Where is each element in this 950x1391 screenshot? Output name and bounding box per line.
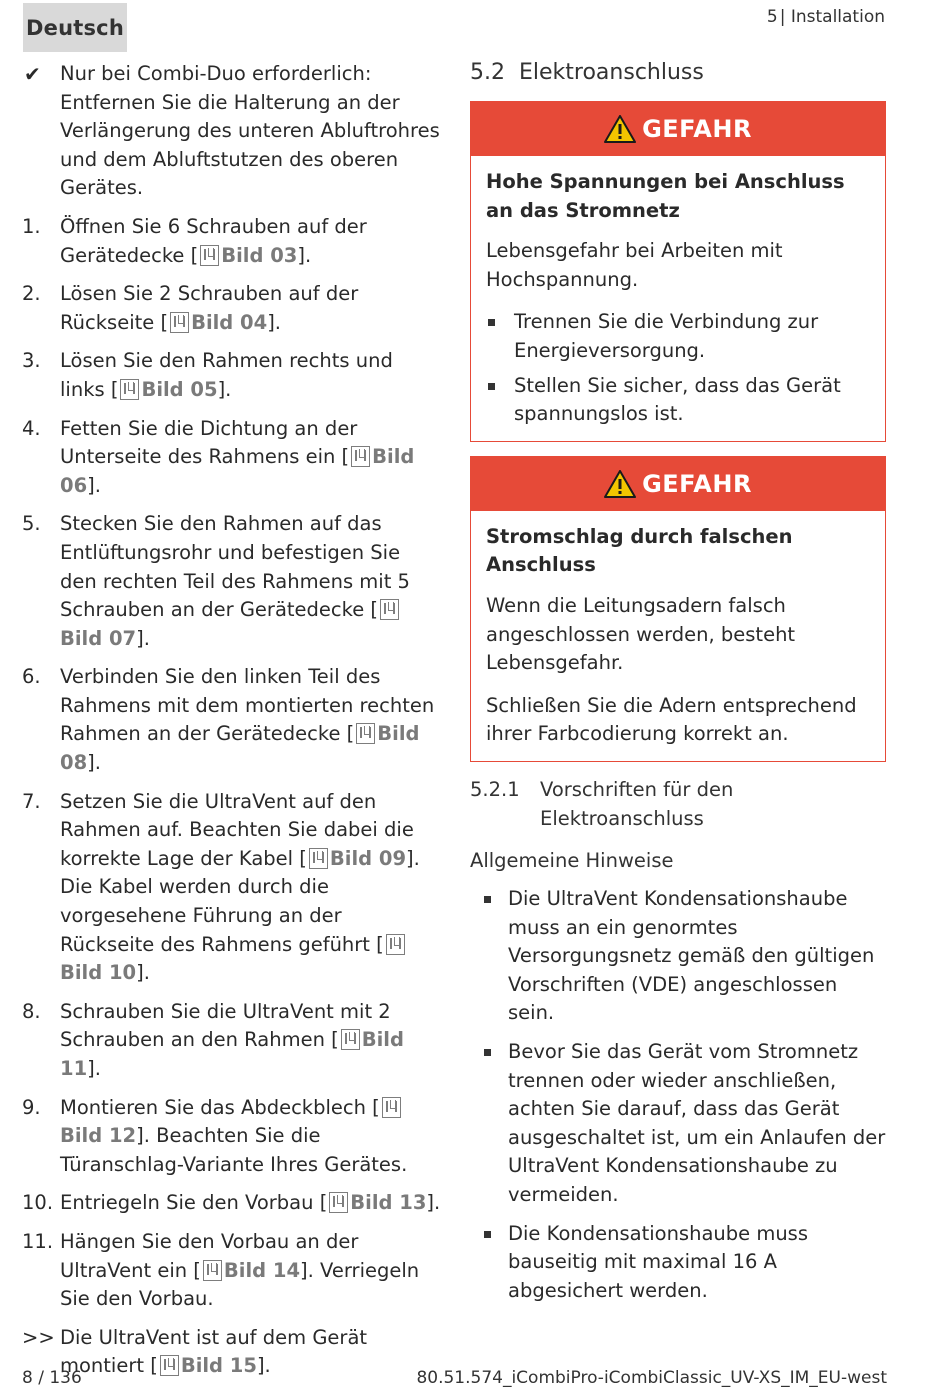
chapter-number: 5 xyxy=(766,7,778,27)
step-text: ]. xyxy=(87,1057,101,1080)
danger-band xyxy=(471,457,885,511)
figure-reference-link[interactable]: Bild 10 xyxy=(60,961,137,985)
result-item: >> Die UltraVent ist auf dem Gerät montiert [ Bild 15]. xyxy=(22,1325,368,1378)
electrical-column xyxy=(470,58,886,1315)
step-text: Setzen Sie die UltraVent auf den Rahmen auf. Beachten Sie dabei die korrekte Lage der Kabel [ xyxy=(60,789,414,870)
danger-text: Wenn die Leitungsadern falsch angeschlossen werden, besteht Lebensgefahr. xyxy=(486,593,796,675)
image-reference-icon xyxy=(200,245,219,266)
step-item xyxy=(22,1094,442,1180)
step-number: 1. xyxy=(22,214,41,238)
danger-text: Lebensgefahr bei Arbeiten mit Hochspannung. xyxy=(486,239,783,291)
general-heading: Allgemeine Hinweise xyxy=(470,849,674,873)
figure-reference-link[interactable]: Bild 15 xyxy=(180,1354,257,1378)
subsection-title: Vorschriften für den Elektroanschluss xyxy=(540,777,734,830)
step-text: ]. xyxy=(297,243,312,267)
page-number: 8 / 136 xyxy=(22,1368,82,1388)
step-number: 2. xyxy=(22,282,41,306)
step-item xyxy=(22,1189,442,1218)
step-text: ]. xyxy=(217,377,232,401)
figure-reference-link[interactable]: Bild 08 xyxy=(60,722,420,775)
step-text: Montieren Sie das Abdeckblech [ xyxy=(60,1095,380,1119)
image-reference-icon xyxy=(203,1260,222,1281)
step-text: ]. xyxy=(267,310,282,334)
result-marker: >> xyxy=(22,1325,55,1349)
running-header: 5 | Installation xyxy=(766,7,885,27)
danger-label: GEFAHR xyxy=(642,115,752,143)
step-number: 4. xyxy=(22,416,41,440)
step-number: 3. xyxy=(22,349,41,373)
figure-reference-link[interactable]: Bild 06 xyxy=(60,445,415,497)
general-bullet: Bevor Sie das Gerät vom Stromnetz trennen oder wieder anschließen, achten Sie darauf, dass das Gerät ausgeschaltet ist, um ein Anlaufen der UltraVent Kondensationshaube zu vermeiden. xyxy=(470,1038,886,1210)
danger-label: GEFAHR xyxy=(642,469,752,498)
subsection-heading xyxy=(470,776,886,833)
step-text: Verbinden Sie den linken Teil des Rahmens mit dem montierten rechten Rahmen an der Gerätedecke [ xyxy=(60,665,435,746)
step-number: 10. xyxy=(22,1191,54,1215)
step-text: Stecken Sie den Rahmen auf das Entlüftungsrohr und befestigen Sie den rechten Teil des Rahmens mit 5 Schrauben an der Gerätedecke [ xyxy=(60,512,410,622)
step-number: 6. xyxy=(22,665,41,689)
step-item xyxy=(22,998,442,1084)
bullet-square xyxy=(484,1231,491,1238)
step-text: Lösen Sie den Rahmen rechts und links [ xyxy=(60,349,393,401)
danger-title: Hohe Spannungen bei Anschluss an das Stromnetz xyxy=(486,170,845,222)
danger-bullet: Trennen Sie die Verbindung zur Energieversorgung. xyxy=(486,308,870,365)
step-number: 9. xyxy=(22,1095,41,1119)
step-text: Öffnen Sie 6 Schrauben auf der Gerätedecke [ xyxy=(60,214,367,267)
figure-reference-link[interactable]: Bild 11 xyxy=(60,1028,404,1080)
section-heading xyxy=(470,58,886,88)
chapter-title: Installation xyxy=(790,7,885,27)
step-text: ]. Beachten Sie die Türanschlag-Variante Ihres Gerätes. xyxy=(60,1124,408,1176)
language-tab: Deutsch xyxy=(23,3,127,52)
check-icon: ✔ xyxy=(24,62,41,86)
danger-box xyxy=(470,101,886,442)
step-list xyxy=(22,213,442,1314)
image-reference-icon xyxy=(120,379,139,400)
step-text: ]. xyxy=(426,1191,441,1215)
step-text: Fetten Sie die Dichtung an der Unterseite des Rahmens ein [ xyxy=(60,416,358,469)
step-text: ]. xyxy=(87,473,101,497)
image-reference-icon xyxy=(351,446,370,467)
danger-bullet: Stellen Sie sicher, dass das Gerät spannungslos ist. xyxy=(486,372,870,429)
image-reference-icon xyxy=(356,723,375,744)
figure-reference-link[interactable]: Bild 13 xyxy=(350,1191,427,1215)
step-item xyxy=(22,788,442,988)
image-reference-icon xyxy=(382,1097,401,1118)
bullet-square xyxy=(488,383,495,390)
section-number: 5.2 xyxy=(470,60,505,85)
general-bullet: Die UltraVent Kondensationshaube muss an ein genormtes Versorgungsnetz gemäß den gültigen Vorschriften (VDE) angeschlossen sein. xyxy=(470,885,886,1028)
bullet-square xyxy=(484,896,491,903)
image-reference-icon xyxy=(170,312,189,333)
step-text: ]. xyxy=(87,751,101,775)
prerequisite-text: Nur bei Combi-Duo erforderlich: Entfernen Sie die Halterung an der Verlängerung des unteren Abluftrohres und dem Abluftstutzen des oberen Gerätes. xyxy=(60,62,440,200)
document-id: 80.51.574_iCombiPro-iCombiClassic_UV-XS_IM_EU-west xyxy=(416,1368,887,1388)
instructions-column xyxy=(22,60,442,1391)
warning-triangle-icon xyxy=(604,115,636,143)
danger-band xyxy=(471,102,885,156)
danger-title: Stromschlag durch falschen Anschluss xyxy=(486,524,793,577)
step-text: ]. xyxy=(136,626,150,650)
step-number: 8. xyxy=(22,999,41,1023)
general-bullet: Die Kondensationshaube muss bauseitig mit maximal 16 A abgesichert werden. xyxy=(470,1220,886,1306)
figure-reference-link[interactable]: Bild 14 xyxy=(223,1258,301,1282)
step-number: 5. xyxy=(22,512,41,536)
step-text: Hängen Sie den Vorbau an der UltraVent ein [ xyxy=(60,1229,359,1282)
figure-reference-link[interactable]: Bild 05 xyxy=(141,377,218,401)
image-reference-icon xyxy=(329,1192,348,1213)
step-item xyxy=(22,415,442,501)
warning-triangle-icon xyxy=(604,470,636,498)
step-item xyxy=(22,280,442,337)
bullet-square xyxy=(484,1049,491,1056)
figure-reference-link[interactable]: Bild 04 xyxy=(191,310,268,334)
image-reference-icon xyxy=(386,934,405,955)
step-item xyxy=(22,663,442,777)
step-text: ]. Verriegeln Sie den Vorbau. xyxy=(60,1258,420,1311)
figure-reference-link[interactable]: Bild 07 xyxy=(60,626,137,650)
step-item xyxy=(22,1228,442,1314)
step-text: Lösen Sie 2 Schrauben auf der Rückseite [ xyxy=(60,282,359,334)
step-number: 11. xyxy=(22,1229,54,1253)
step-item xyxy=(22,510,442,653)
image-reference-icon xyxy=(341,1029,360,1050)
danger-instruction: Schließen Sie die Adern entsprechend ihrer Farbcodierung korrekt an. xyxy=(486,693,857,746)
figure-reference-link[interactable]: Bild 03 xyxy=(221,243,298,267)
image-reference-icon xyxy=(309,848,328,869)
step-number: 7. xyxy=(22,789,41,813)
step-text: Entriegeln Sie den Vorbau [ xyxy=(60,1191,328,1215)
step-item xyxy=(22,347,442,404)
figure-reference-link[interactable]: Bild 12 xyxy=(60,1124,137,1148)
danger-box xyxy=(470,456,886,762)
section-title: Elektroanschluss xyxy=(519,60,704,85)
subsection-number: 5.2.1 xyxy=(470,777,520,801)
bullet-square xyxy=(488,319,495,326)
step-text: ]. xyxy=(136,961,150,985)
step-text: Schrauben Sie die UltraVent mit 2 Schrauben an den Rahmen [ xyxy=(60,999,391,1052)
figure-reference-link[interactable]: Bild 09 xyxy=(329,846,407,870)
step-text: ]. Die Kabel werden durch die vorgesehene Führung an der Rückseite des Rahmens geführt [ xyxy=(60,846,420,956)
image-reference-icon xyxy=(380,599,399,620)
step-item xyxy=(22,213,442,270)
prerequisite-item xyxy=(22,60,442,203)
image-reference-icon xyxy=(160,1355,179,1376)
